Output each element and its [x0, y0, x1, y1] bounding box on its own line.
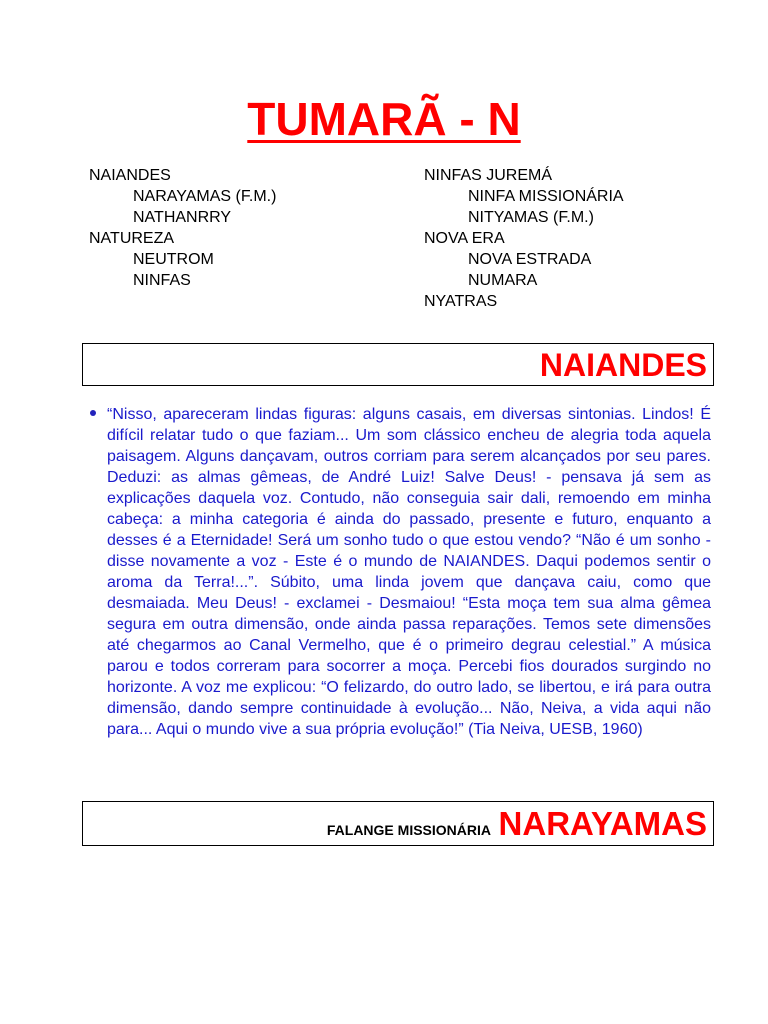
index-item: NATHANRRY — [133, 209, 232, 226]
index-item: NITYAMAS (F.M.) — [468, 209, 594, 226]
index-item: NOVA ESTRADA — [468, 251, 592, 268]
index-item: NYATRAS — [424, 293, 498, 310]
bullet-icon — [90, 410, 96, 416]
index-column-left — [89, 165, 276, 291]
quote-paragraph: “Nisso, apareceram lindas figuras: alguns casais, em diversas sintonias. Lindos! É difícil relatar tudo o que faziam... Um som clássico encheu de alegria toda aquela paisagem. Alguns dançavam, outros corriam para serem alcançados por seu pares. Deduzi: as almas gêmeas, de André Luiz! Salve Deus! - pensava já sem as explicações daquela voz. Contudo, não conseguia sair dali, remoendo em minha cabeça: a minha categoria é ainda do passado, presente e futuro, enquanto a desses é a Eternidade! Será um sonho tudo o que estou vendo? “Não é um sonho - disse novamente a voz - Este é o mundo de NAIANDES. Daqui podemos sentir o aroma da Terra!...”. Súbito, uma linda jovem que dançava caiu, como que desmaiada. Meu Deus! - exclamei - Desmaiou! “Esta moça tem sua alma gêmea segura em outra dimensão, onde ainda passa reparações. Temos sete dimensões até chegarmos ao Canal Vermelho, que é o primeiro degrau celestial.” A música parou e todos correram para socorrer a moça. Percebi fios dourados surgindo no horizonte. A voz me explicou: “O felizardo, do outro lado, se libertou, e irá para outra dimensão, dando sempre continuidade à evolução... Não, Neiva, a vida aqui não para... Aqui o mundo vive a sua própria evolução!” (Tia Neiva, UESB, 1960) — [107, 406, 711, 738]
section-heading: NAIANDES — [539, 347, 707, 383]
section-label: FALANGE MISSIONÁRIA — [326, 822, 491, 838]
index-item: NOVA ERA — [424, 230, 505, 247]
page-title: TUMARÃ - N — [247, 93, 521, 145]
index-item: NARAYAMAS (F.M.) — [133, 188, 277, 205]
index-item: NAIANDES — [89, 167, 171, 184]
index-item: NUMARA — [468, 272, 538, 289]
index-item: NATUREZA — [89, 230, 175, 247]
index-column-right — [424, 165, 624, 312]
index-item: NEUTROM — [133, 251, 214, 268]
index-item: NINFAS — [133, 272, 191, 289]
section-header-box — [82, 801, 714, 846]
section-header-box — [82, 343, 714, 386]
index-item: NINFAS JUREMÁ — [424, 167, 553, 184]
section-heading: NARAYAMAS — [498, 805, 707, 842]
index-item: NINFA MISSIONÁRIA — [468, 188, 624, 205]
